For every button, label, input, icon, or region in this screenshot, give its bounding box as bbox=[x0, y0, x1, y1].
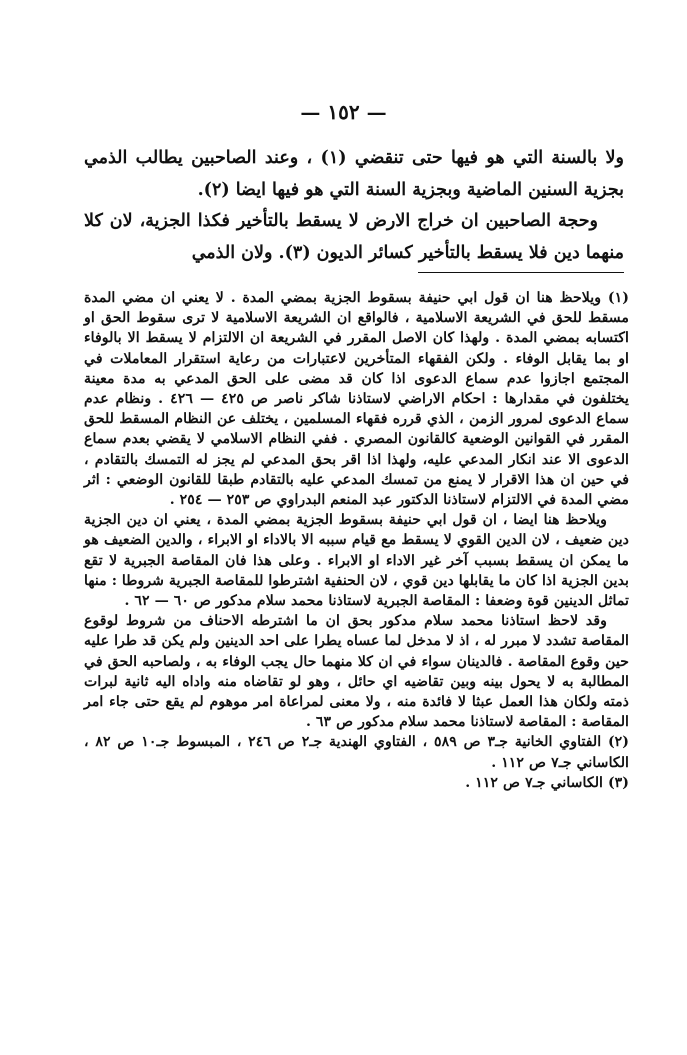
footnote-1-paragraph-3: وقد لاحظ استاذنا محمد سلام مدكور بحق ان ما اشترطه الاحناف من شروط لوقوع المقاصة تشدد لا مبرر له ، اذ لا مدخل لما عساه يطرا على احد الدينين ولم يكن قد طرا عليه حين وقوع المقاصة . فالدينان سواء في ان كلا منهما حال يجب الوفاء به ، ولصاحبه الحق في المطالبة به لا يحول بينه وبين تقاضيه اي حائل ، وهو لو تقاضاه منه واداه اليه ثانية لبرات ذمته ولكان هذا العمل عبثا لا فائدة منه ، ولا معنى لمراعاة امر موهوم لم يقع حتى جاء امر المقاصة : المقاصة لاستاذنا محمد سلام مدكور ص ٦٣ . bbox=[84, 613, 629, 731]
main-paragraph-2: وحجة الصاحبين ان خراج الارض لا يسقط بالتأخير فكذا الجزية، لان كلا منهما دين فلا يسقط بالتأخير كسائر الديون (٣). ولان الذمي bbox=[84, 211, 624, 263]
footnote-2-marker: (٢) bbox=[607, 734, 629, 751]
footnote-1-marker: (١) bbox=[607, 290, 629, 306]
footnote-2-text: الفتاوي الخانية جـ٣ ص ٥٨٩ ، الفتاوي الهندية جـ٢ ص ٢٤٦ ، المبسوط جـ١٠ ص ٨٢ ، الكاساني جـ٧ ص ١١٢ . bbox=[84, 734, 629, 771]
footnote-1-paragraph-2: ويلاحظ هنا ايضا ، ان قول ابي حنيفة بسقوط الجزية بمضي المدة ، يعني ان دين الجزية دين ضعيف ، لان الدين القوي لا يسقط مع قيام سببه الا بالاداء او الابراء ، والدين الضعيف هو ما يمكن ان يسقط بسبب آخر غير الاداء او الابراء . وعلى هذا فان المقاصة الجبرية لا تقع بدين الجزية اذا كان ما يقابلها دين قوي ، لان الحنفية اشترطوا للمقاصة الجبرية شروطا : منها تماثل الدينين قوة وضعفا : المقاصة الجبرية لاستاذنا محمد سلام مدكور ص ٦٠ — ٦٢ . bbox=[84, 512, 629, 610]
footnote-3 bbox=[84, 773, 629, 793]
footnote-1-text: ويلاحظ هنا ان قول ابي حنيفة بسقوط الجزية بمضي المدة . لا يعني ان مضي المدة مسقط للحق في الشريعة الاسلامية ، فالواقع ان الشريعة الاسلامية لا ترى سقوط الحق او اكتسابه بمضي المدة . ولهذا كان الاصل المقرر في الشريعة ان الالتزام لا يسقط الا بالوفاء او بما يقابل الوفاء . ولكن الفقهاء المتأخرين لاعتبارات من رعاية استقرار المعاملات في المجتمع اجازوا عدم سماع الدعوى اذا كان قد مضى على الحق المدعي به مدة معينة يختلفون في مقدارها : احكام الاراضي لاستاذنا شاكر ناصر ص ٤٢٥ — ٤٢٦ . ونظام عدم سماع الدعوى لمرور الزمن ، الذي قرره فقهاء المسلمين ، يختلف عن النظام المسقط للحق المقرر في القوانين الوضعية كالقانون المصري . ففي النظام الاسلامي لا يقضي بعدم سماع الدعوى الا عند انكار المدعي عليه، ولهذا اذا اقر بحق المدعي لم يجز له التمسك بالتقادم ، في حين ان هذا الاقرار لا يمنع من تمسك المدعي عليه بالتقادم طبقا للقانون الوضعي : اثر مضي المدة في الالتزام لاستاذنا الدكتور عبد المنعم البدراوي ص ٢٥٣ — ٢٥٤ . bbox=[84, 290, 630, 509]
page-number: — ١٥٢ — bbox=[300, 100, 387, 124]
footnote-separator bbox=[418, 272, 624, 273]
footnotes bbox=[84, 288, 629, 793]
footnote-3-marker: (٣) bbox=[607, 774, 629, 791]
footnote-1-paragraph-1 bbox=[84, 288, 629, 510]
footnote-2 bbox=[84, 732, 629, 772]
main-paragraph-1: ولا بالسنة التي هو فيها حتى تنقضي (١) ، وعند الصاحبين يطالب الذمي بجزية السنين الماضية وبجزية السنة التي هو فيها ايضا (٢). bbox=[84, 148, 624, 200]
main-text bbox=[84, 143, 624, 269]
footnote-3-text: الكاساني جـ٧ ص ١١٢ . bbox=[465, 774, 603, 791]
